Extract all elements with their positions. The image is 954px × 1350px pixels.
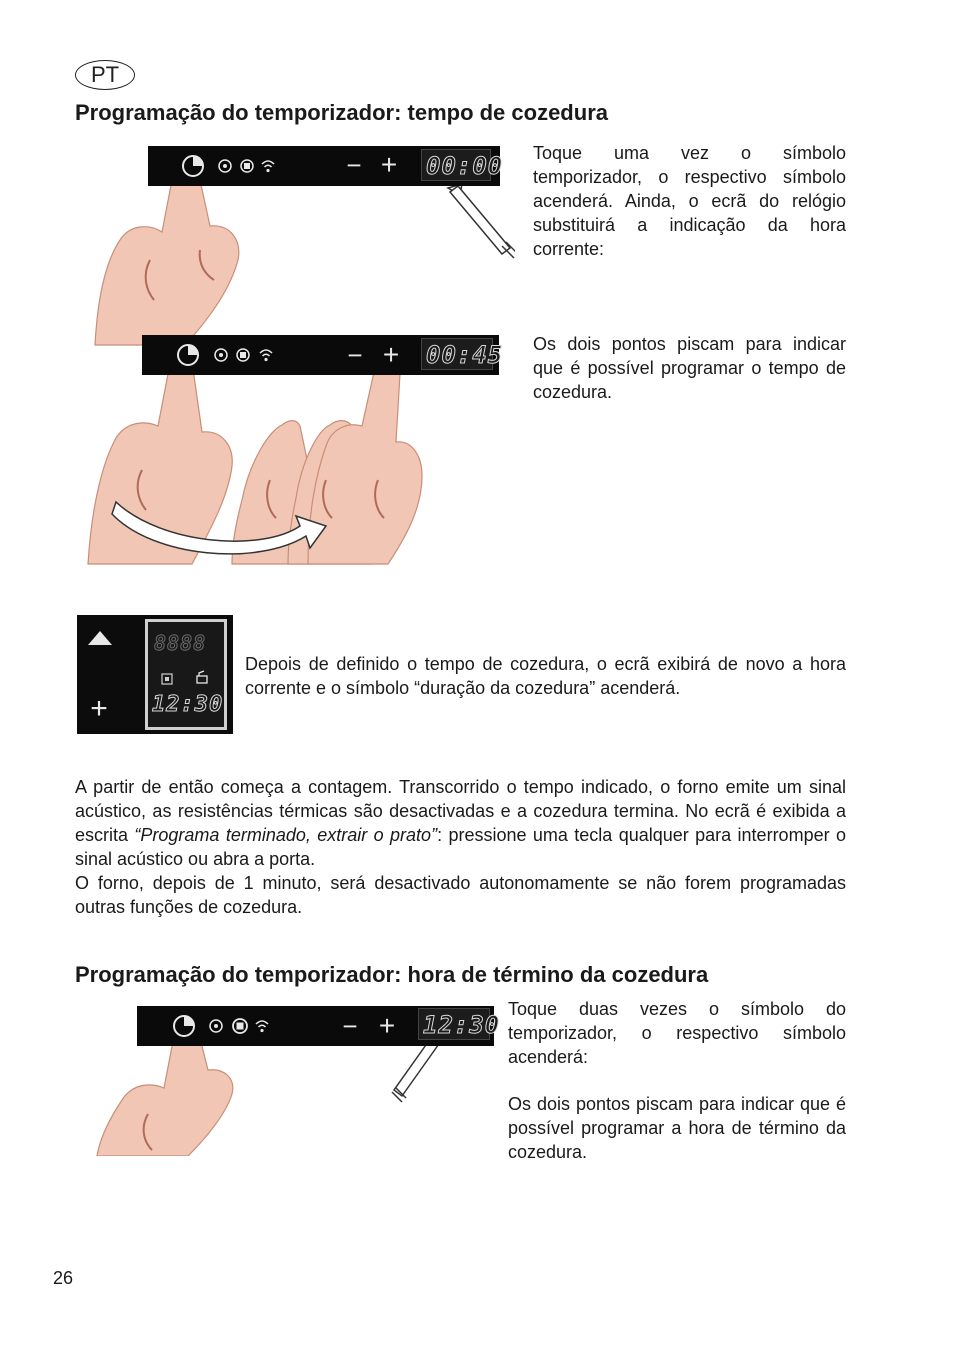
signal-icon[interactable] bbox=[260, 158, 276, 174]
body-paragraph bbox=[75, 775, 846, 871]
body-paragraph-part1: A partir de então começa a contagem. Transcorrido o tempo indicado, o forno emite um sinal acústico, as resistências térmicas são desactivadas e a cozedura termina. No ecrã é exibida a escrita bbox=[75, 777, 846, 845]
time-display-value: 00:00 bbox=[426, 152, 504, 180]
time-display bbox=[421, 338, 504, 370]
timer-icon[interactable] bbox=[176, 343, 200, 367]
language-badge: PT bbox=[75, 60, 135, 90]
control-panel-1 bbox=[148, 146, 504, 186]
signal-icon[interactable] bbox=[254, 1018, 270, 1034]
body-paragraph-auto-off: O forno, depois de 1 minuto, será desactivado autonomamente se não forem programadas outras funções de cozedura. bbox=[75, 873, 846, 917]
cooking-duration-icon bbox=[161, 672, 173, 684]
section1-heading: Programação do temporizador: tempo de cozedura bbox=[75, 100, 608, 125]
section2-text-b: Os dois pontos piscam para indicar que é possível programar a hora de término da cozedura. bbox=[508, 1094, 846, 1162]
fan-icon[interactable] bbox=[209, 1019, 223, 1033]
time-display-value: 12:30 bbox=[423, 1011, 501, 1039]
mini-display bbox=[145, 619, 227, 730]
signal-icon[interactable] bbox=[258, 347, 274, 363]
up-arrow-icon[interactable] bbox=[87, 629, 113, 647]
fan-icon[interactable] bbox=[218, 159, 232, 173]
section2-heading: Programação do temporizador: hora de término da cozedura bbox=[75, 962, 709, 987]
time-display-value: 00:45 bbox=[426, 341, 504, 369]
minus-icon[interactable]: − bbox=[342, 1011, 358, 1041]
body-paragraph-part2: : pressione uma tecla qualquer para interromper o sinal acústico ou abra a porta. bbox=[75, 825, 846, 869]
page-number: 26 bbox=[53, 1268, 74, 1288]
end-time-icon bbox=[195, 670, 209, 684]
control-panel-3 bbox=[137, 1006, 501, 1046]
time-display bbox=[421, 149, 504, 181]
mini-display-top: 8888 bbox=[154, 631, 207, 655]
body-paragraph-quote: “Programa terminado, extrair o prato” bbox=[134, 825, 438, 845]
control-panel-2 bbox=[142, 335, 504, 375]
section1-text-c: Depois de definido o tempo de cozedura, o ecrã exibirá de novo a hora corrente e o símbolo “duração da cozedura” acenderá. bbox=[245, 654, 846, 698]
plus-icon[interactable]: + bbox=[380, 149, 398, 180]
stop-icon[interactable] bbox=[236, 348, 250, 362]
stop-icon[interactable] bbox=[240, 159, 254, 173]
mini-display-bottom: 12:30 bbox=[152, 692, 224, 717]
section1-text-a: Toque uma vez o símbolo temporizador, o respectivo símbolo acenderá. Ainda, o ecrã do relógio substituirá a indicação da hora corrente: bbox=[533, 143, 846, 259]
timer-icon[interactable] bbox=[172, 1014, 196, 1038]
stop-icon[interactable] bbox=[232, 1018, 248, 1034]
plus-icon[interactable]: + bbox=[378, 1010, 396, 1041]
plus-icon[interactable]: + bbox=[90, 692, 108, 725]
minus-icon[interactable]: − bbox=[347, 340, 363, 370]
time-display bbox=[418, 1008, 501, 1040]
fan-icon[interactable] bbox=[214, 348, 228, 362]
mini-control-panel bbox=[77, 615, 233, 734]
minus-icon[interactable]: − bbox=[346, 150, 362, 180]
plus-icon[interactable]: + bbox=[382, 339, 400, 370]
section1-text-b: Os dois pontos piscam para indicar que é possível programar o tempo de cozedura. bbox=[533, 334, 846, 402]
section2-text-a: Toque duas vezes o símbolo do temporizador, o respectivo símbolo acenderá: bbox=[508, 999, 846, 1067]
timer-icon[interactable] bbox=[181, 154, 205, 178]
